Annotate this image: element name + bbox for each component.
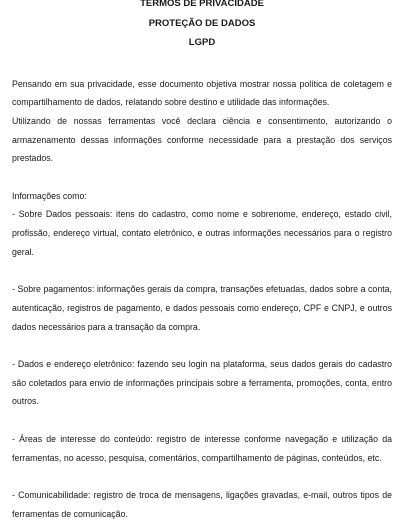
consent-paragraph: Utilizando de nossas ferramentas você declara ciência e consentimento, autorizando o armazenamento dessas informações conforme necessidade para a prestação dos serviços prestados. [12, 115, 392, 164]
communicability-item: - Comunicabilidade: registro de troca de mensagens, ligações gravadas, e-mail, outros tipos de ferramentas de comunicação. [12, 489, 392, 519]
interest-areas-item: - Áreas de interesse do conteúdo: registro de interesse conforme navegação e utilização da ferramentas, no acesso, pesquisa, comentários, compartilhamento de páginas, conteúdos, etc. [12, 433, 392, 463]
document-page [12, 0, 392, 519]
intro-paragraph: Pensando em sua privacidade, esse documento objetiva mostrar nossa política de coletagem e compartilhamento de dados, relatando sobre destino e utilidade das informações. [12, 78, 392, 108]
title-terms-of-privacy: TERMOS DE PRIVACIDADE [140, 0, 264, 9]
title-lgpd: LGPD [188, 37, 216, 48]
payments-item: - Sobre pagamentos: informações gerais da compra, transações efetuadas, dados sobre a conta, autenticação, registros de pagamento, e dados pessoais como endereço, CPF e CNPJ, e outros dados necessários para a transação da compra. [12, 284, 392, 332]
title-data-protection: PROTEÇÃO DE DADOS [148, 17, 256, 29]
info-list-title: Informações como: [12, 190, 87, 201]
electronic-data-item: - Dados e endereço eletrônico: fazendo seu login na plataforma, seus dados gerais do cadastro são coletados para envio de informações principais sobre a ferramenta, promoções, conta, entro outros. [12, 359, 392, 407]
personal-data-item: - Sobre Dados pessoais: itens do cadastro, como nome e sobrenome, endereço, estado civil, profissão, endereço virtual, contato eletrônico, e outras informações necessários para o registro geral. [12, 209, 392, 257]
